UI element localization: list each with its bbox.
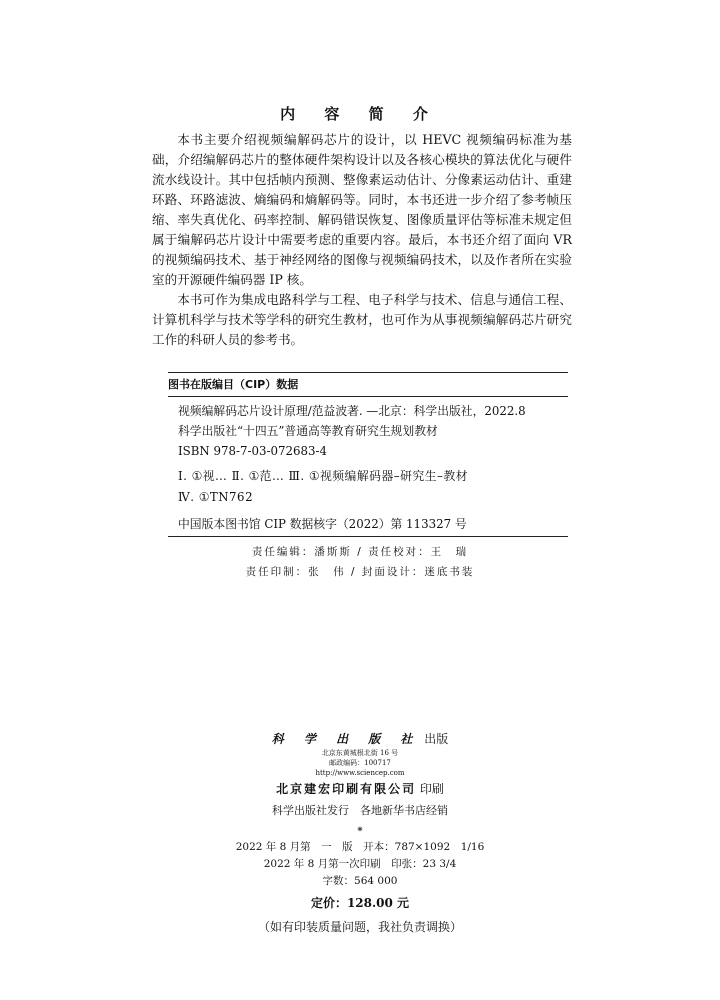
price: 定价：128.00 元 xyxy=(310,896,410,910)
publisher-name: 科 学 出 版 社 xyxy=(271,732,421,746)
editorial-credits xyxy=(0,542,720,582)
cip-class-line-1: Ⅰ. ①视… Ⅱ. ①范… Ⅲ. ①视频编解码器–研究生–教材 xyxy=(178,469,469,483)
publisher-line xyxy=(0,730,720,748)
cip-isbn: ISBN 978-7-03-072683-4 xyxy=(178,444,327,458)
cip-bibliographic xyxy=(168,397,568,461)
separator-star: * xyxy=(357,826,363,837)
cip-data-box xyxy=(168,372,568,537)
printer-line xyxy=(0,779,720,799)
intro-paragraph-1: 本书主要介绍视频编解码芯片的设计，以 HEVC 视频编码标准为基础，介绍编解码芯片的整体硬件架构设计以及各核心模块的算法优化与硬件流水线设计。其中包括帧内预测、整像素运动估计、分像素运动估计、重建环路、环路滤波、熵编码和熵解码等。同时，本书还进一步介绍了参考帧压缩、率失真优化、码率控制、解码错误恢复、图像质量评估等标准未规定但属于编解码芯片设计中需要考虑的重要内容。最后，本书还介绍了面向 VR 的视频编码技术、基于神经网络的图像与视频编码技术，以及作者所在实验室的开源硬件编码器 IP 核。 xyxy=(152,132,572,287)
credits-line-2: 责任印制：张 伟 / 封面设计：迷底书装 xyxy=(245,566,475,578)
word-count: 字数：564 000 xyxy=(322,875,398,887)
printer-action: 印刷 xyxy=(419,782,444,796)
cip-line-series: 科学出版社“十四五”普通高等教育研究生规划教材 xyxy=(178,424,438,438)
cip-line-title: 视频编解码芯片设计原理/范益波著. —北京：科学出版社，2022.8 xyxy=(178,404,526,418)
cip-data-number: 中国版本图书馆 CIP 数据核字（2022）第 113327 号 xyxy=(178,517,467,531)
cip-classification xyxy=(168,461,568,508)
publication-info xyxy=(0,730,720,938)
cip-heading: 图书在版编目（CIP）数据 xyxy=(168,373,568,397)
intro-paragraph-2: 本书可作为集成电路科学与工程、电子科学与技术、信息与通信工程、计算机科学与技术等学科的研究生教材，也可作为从事视频编解码芯片研究工作的科研人员的参考书。 xyxy=(152,292,572,347)
cip-class-line-2: Ⅳ. ①TN762 xyxy=(178,490,254,504)
printing-line: 2022 年 8 月第一次印刷 印张：23 3/4 xyxy=(263,858,457,870)
credits-line-1: 责任编辑：潘斯斯 / 责任校对：王 瑞 xyxy=(251,546,469,558)
quality-note: （如有印装质量问题，我社负责调换） xyxy=(257,920,462,934)
publisher-address: 北京东黄城根北街 16 号 xyxy=(321,749,399,757)
distribution-line: 科学出版社发行 各地新华书店经销 xyxy=(272,804,448,817)
publisher-postcode: 邮政编码：100717 xyxy=(329,759,391,767)
intro-title: 内 容 简 介 xyxy=(280,105,440,123)
printer-name: 北京建宏印刷有限公司 xyxy=(276,782,417,796)
intro-body xyxy=(152,130,572,350)
publisher-action: 出版 xyxy=(424,732,449,746)
edition-line: 2022 年 8 月第 一 版 开本：787×1092 1/16 xyxy=(235,841,485,853)
publisher-website: http://www.sciencep.com xyxy=(315,769,405,777)
